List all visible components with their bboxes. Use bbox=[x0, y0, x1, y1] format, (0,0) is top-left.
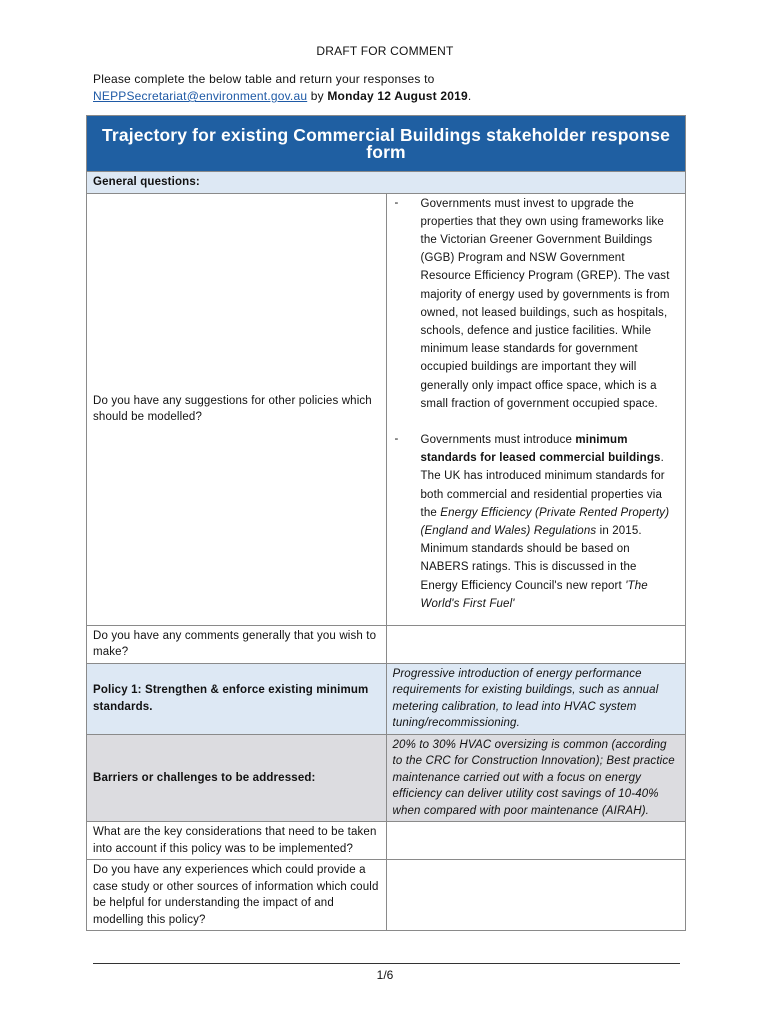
answer-general-comments[interactable] bbox=[386, 625, 686, 663]
question-key-considerations: What are the key considerations that need to be taken into account if this policy was to be implemented? bbox=[87, 822, 387, 860]
bullet-text-part: Governments must introduce bbox=[420, 433, 576, 446]
bullet-item bbox=[393, 431, 676, 613]
bullet-item bbox=[393, 195, 676, 413]
draft-header: DRAFT FOR COMMENT bbox=[316, 44, 454, 58]
bullet-text-part: in 2015. Minimum standards should be based on NABERS ratings. This is discussed in the Energy Efficiency Council's new report bbox=[420, 524, 642, 592]
answer-key-considerations[interactable] bbox=[386, 822, 686, 860]
answer-experiences[interactable] bbox=[386, 860, 686, 931]
instructions-by: by bbox=[307, 89, 328, 103]
question-other-policies: Do you have any suggestions for other policies which should be modelled? bbox=[87, 193, 387, 625]
instructions-text: Please complete the below table and return your responses to bbox=[93, 72, 435, 86]
page-number: 1/6 bbox=[376, 968, 394, 982]
general-questions-heading: General questions: bbox=[87, 172, 686, 194]
bullet-text-part: . The UK has introduced minimum standards for both commercial and residential properties via the bbox=[420, 452, 665, 519]
form-title: Trajectory for existing Commercial Buildings stakeholder response form bbox=[87, 116, 686, 172]
report-title: 'The World's First Fuel' bbox=[420, 579, 648, 610]
bullet-emphasis: minimum standards for leased commercial buildings bbox=[420, 433, 661, 465]
question-general-comments: Do you have any comments generally that you wish to make? bbox=[87, 625, 387, 663]
secretariat-email-link[interactable]: NEPPSecretariat@environment.gov.au bbox=[93, 89, 308, 103]
barriers-label: Barriers or challenges to be addressed: bbox=[87, 734, 387, 822]
bullet-dash: - bbox=[394, 196, 399, 209]
barriers-description: 20% to 30% HVAC oversizing is common (according to the CRC for Construction Innovation); Best practice maintenance carried out with a focus on energy efficiency can deliver utility cost savings of 10-40% when compared with poor maintenance (AIRAH). bbox=[386, 734, 686, 822]
bullet-text: Governments must invest to upgrade the properties that they own using frameworks like the Victorian Greener Government Buildings (GGB) Program and NSW Government Resource Efficiency Program (GREP). The vast majority of energy used by governments is from owned, not leased buildings, such as hospitals, schools, defence and justice facilities. While minimum lease standards for government occupied buildings are important they will generally only impact office space, which is a small fraction of government occupied space. bbox=[420, 197, 670, 410]
answer-other-policies[interactable] bbox=[386, 193, 686, 625]
deadline-date: Monday 12 August 2019 bbox=[327, 89, 468, 103]
instructions bbox=[93, 71, 693, 105]
footer-divider bbox=[93, 963, 680, 964]
policy-description: Progressive introduction of energy performance requirements for existing buildings, such as annual metering calibration, to lead into HVAC system tuning/recommissioning. bbox=[386, 663, 686, 734]
bullet-dash: - bbox=[394, 432, 399, 445]
question-experiences: Do you have any experiences which could provide a case study or other sources of information which could be helpful for understanding the impact of and modelling this policy? bbox=[87, 860, 387, 931]
response-form-table bbox=[86, 115, 686, 931]
policy-label: Policy 1: Strengthen & enforce existing minimum standards. bbox=[87, 663, 387, 734]
bullet-text bbox=[421, 431, 676, 613]
regulation-title: Energy Efficiency (Private Rented Property) (England and Wales) Regulations bbox=[420, 506, 670, 537]
instructions-period: . bbox=[467, 89, 472, 103]
